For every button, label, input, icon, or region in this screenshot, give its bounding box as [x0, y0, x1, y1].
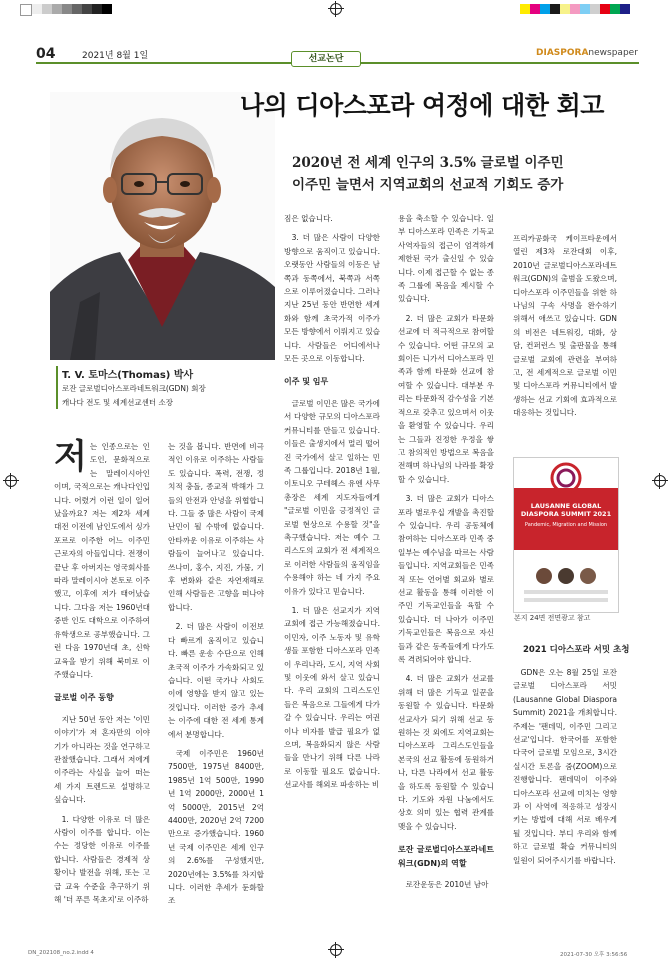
author-role: 로잔 글로벌디아스포라네트워크(GDN) 회장	[62, 384, 206, 393]
paragraph: 글로벌 이민은 많은 국가에서 다양한 규모의 디아스포라 커뮤니티를 만들고 있습니다. 이들은 출생지에서 멀리 떨어진 국가에서 살고 일하는 민족 그룹입니다. 2018년 1월, 이토니오 구테헤스 유엔 사무총장은 세계 지도자들에게 "글로벌 이민을 긍정적인 글로벌 현상으로 수용할 것"을 촉구했습니다. 저는 예수 그리스도의 교회가 전 세계적으로 이러한 사람들의 움직임을 수용해야 하는 네 가지 주요 이유가 있다고 믿습니다.	[284, 398, 380, 596]
section-heading: 2021 디아스포라 서밋 초청	[523, 645, 630, 655]
section-heading: 이주 및 임무	[284, 377, 329, 387]
paragraph: 로잔운동은 2010년 남아	[405, 880, 489, 890]
poster-line: DIASPORA SUMMIT 2021	[520, 510, 612, 518]
paragraph: 1. 더 많은 선교지가 지역교회에 접근 가능해졌습니다. 이민자, 이주 노동자 및 유학생들 포함한 디아스포라 민족이 우리나라, 도시, 지역 사회 및 이웃에 와서 살고 있습니다. 우리 교회의 그리스도인들은 복음으로 그들에게 다가갈 수 있습니다. 우리는 여권이나 비자를 발급 필요가 없으며, 복음화되지 않은 사람들을 만나기 위해 다른 나라로 이동할 필요도 없습니다. 선교사를 해외로 파송하는 비	[284, 605, 380, 790]
author-photo	[50, 92, 275, 360]
registration-mark	[5, 475, 17, 487]
color-bar-right	[520, 4, 630, 14]
section-heading: 글로벌 이주 동향	[54, 693, 114, 703]
registration-mark	[654, 475, 666, 487]
subtitle-line: 이주민 늘면서 지역교회의 선교적 기회도 증가	[292, 177, 564, 193]
poster-caption: 본지 24면 전면광고 참고	[514, 614, 591, 622]
section-heading: 로잔 글로벌디아스포라네트워크(GDN)의 역할	[398, 845, 494, 868]
logo-prefix: DIASPORA	[536, 48, 589, 58]
body-column-2	[168, 440, 264, 920]
footer-stamp: 2021-07-30 오후 3:56:56	[560, 952, 628, 958]
article-title: 나의 디아스포라 여정에 대한 회고	[240, 91, 604, 120]
section-label: 선교논단	[291, 51, 361, 67]
paragraph: GDN은 오는 8월 25일 로잔 글로벌 디아스포라 서밋(Lausanne Global Diaspora Summit) 2021을 개최합니다. 주제는 '팬데믹, 이주민 그리고 선교'입니다. 한국어를 포함한 다국어 글로벌 모임으로, 3시간 실시간 토론을 줌(ZOOM)으로 진행합니다. 팬데믹이 이주와 디아스포라 선교에 미치는 영향과 이 사역에 적응하고 성장시키는 방법에 대해 서로 배우게 될 것입니다. 부디 우리와 함께하고 글로벌 확습 커뮤니티의 일원이 되어주시기를 바랍니다.	[513, 668, 617, 865]
paragraph: 1. 다양한 이유로 더 많은 사람이 이주를 합니다. 이는 수는 정당한 이유로 이주를 합니다. 사람들은 경제적 상황이나 발전을 위해, 또는 고급 교육 수준을 추구하기 위해 '더 푸른 목초지'로 이주하	[54, 814, 150, 904]
issue-date: 2021년 8월 1일	[82, 51, 149, 61]
paragraph: 용을 축소할 수 있습니다. 일부 디아스포라 민족은 기독교 사역자들의 접근이 엄격하게 제한된 국가 출신일 수 있습니다. 이제 접근할 수 없는 종족 그룹에 복음을 제시할 수 있습니다.	[398, 214, 494, 304]
summit-poster	[513, 457, 619, 613]
poster-theme: Pandemic, Migration and Mission	[524, 522, 608, 528]
body-column-4	[398, 212, 494, 922]
footer-file: DN_202108_no.2.indd 4	[28, 950, 94, 956]
registration-mark	[330, 3, 342, 15]
author-role: 캐나다 전도 및 세계선교센터 소장	[62, 398, 173, 407]
poster-title	[514, 502, 618, 528]
paragraph: 3. 더 많은 교회가 디아스포라 별로우십 개발을 촉진할 수 있습니다. 우리 공동체에 참여하는 디아스포라 민족 중 일부는 예수님을 따르는 사람들입니다. 지역교회들은 민족적 또는 언어별 회교와 별로 선교 활동을 통해 이러한 이주민 기독교인들을 육할 수 있습니다. 더 나아가 이주민 기독교인들은 복음으로 자신들과 같은 동족들에게 다가도록 격려되어야 합니다.	[398, 494, 494, 664]
paragraph: 는 인종으로는 인도인, 문화적으로는 말레이시아인이며, 국적으로는 캐나다인입니다. 어렸거 이런 일이 일어났을까요? 저는 제2차 세계대전 이전에 남인도에서 싱가포르로 이주한 어느 이주민 근로자의 아들입니다. 전쟁이 끝난 후 아버지는 영국회사를 따라 말레이시아 본토로 이주했고, 이후에 저가 태어났습니다. 그다음 저는 1960년대 중반 인도 대학으로 이주하여 유학생으로 공부했습니다. 그런 다음 1970년대 초, 신학교육을 받기 위해 북미로 이주했습니다.	[54, 442, 150, 679]
body-column-3	[284, 212, 380, 922]
paragraph: 프리카공화국 케이프타운에서 열린 제3차 로잔대회 이후, 2010년 글로벌디아스포라네트워크(GDN)의 출범을 도왔으며, 디아스포라 이주민들을 위한 하나님의 구속 사명을 완수하기 위해서 애쓰고 있습니다. GDN의 비전은 네트워킹, 대화, 상담, 컨퍼런스 및 출판물을 통해 글로벌 교회에 관련을 부여하고, 전 세계적으로 글로벌 이민 및 디아스포라 커뮤니티에서 발생하는 선교 기회에 효과적으로 대응하는 것입니다.	[513, 234, 617, 418]
drop-cap: 저	[54, 437, 87, 477]
body-column-5b	[513, 666, 617, 916]
body-column-5	[513, 232, 617, 447]
author-name: T. V. 토마스(Thomas) 박사	[62, 370, 194, 381]
page-number: 04	[36, 46, 56, 62]
poster-line: LAUSANNE GLOBAL	[530, 502, 602, 510]
paragraph: 국제 이주민은 1960년 7500만, 1975년 8400만, 1985년 1억 500만, 1990년 1억 2000만, 2000년 1억 5000만, 2015년 2억 4400만, 2020년 2억 7200만으로 증가했습니다. 1960년 국제 이주민은 세계 인구의 2.6%를 구성했지만, 2020년에는 3.5%를 차지합니다. 이러한 추세가 둔화할 조	[168, 748, 264, 906]
paragraph: 3. 더 많은 사람이 다양한 방향으로 움직이고 있습니다. 오랫동안 사람들의 이동은 남쪽과 동쪽에서, 북쪽과 서쪽으로 이루어졌습니다. 그러나 지난 25년 동안 반면한 세계화와 함께 초국가적 이주가 모든 방향에서 이뤄지고 있습니다. 사람들은 어디에서나 모든 곳으로 이동합니다.	[284, 233, 380, 364]
author-caption	[56, 366, 267, 409]
paragraph: 2. 더 많은 교회가 타문화 선교에 더 적극적으로 참여할 수 있습니다. 어떤 규모의 교회이든 니가서 디아스포라 민족과 함께 타문화 선교에 참여할 수 있습니다. 대부분 우리는 타문화적 감수성을 기본적으로 갖추고 있으며서 이웃을 환영할 수 있습니다. 우리는 그들과 진정한 우정을 쌓고 참의적인 방법으로 복음을 전해며 하나님의 나라를 확장할 수 있습니다.	[398, 313, 494, 484]
newspaper-logo	[536, 48, 638, 58]
color-bar-left	[20, 4, 112, 14]
article-subtitle	[292, 152, 564, 196]
logo-suffix: newspaper	[588, 48, 638, 58]
paragraph: 는 것을 봅니다. 반면에 비극적인 이유로 이주하는 사람들도 있습니다. 폭력, 전쟁, 정치적 충돌, 종교적 박해가 그들의 안전과 안녕을 위협합니다. 그들 중 많은 사람이 국제 난민이 될 수밖에 없습니다. 안타까운 이유로 이주하는 사람들이 늘어나고 있습니다. 쓰나미, 홍수, 지진, 가뭄, 기후 변화와 같은 자연재해로 인해 사람들은 고향을 떠나야 합니다.	[168, 442, 264, 612]
paragraph: 4. 더 많은 교회가 선교를 위해 더 많은 기독교 일꾼을 동원할 수 있습니다. 타문화 선교사가 되기 위해 선교 동원하는 것 외에도 지역교회는 디아스포라 그리스도인들을 본국의 선교 활동에 동원하거나, 다른 나라에서 선교 활동을 하도록 동원할 수 있습니다. 기도와 자원 나눔에서도 상호 의미 있는 협력 관계를 맺을 수 있습니다.	[398, 674, 494, 831]
body-column-1	[54, 437, 150, 920]
paragraph: 지난 50년 동안 저는 '이민 이야기'가 저 혼자만의 이야기가 아니라는 것을 연구하고 관찰했습니다. 그래서 저에게 이주라는 사실을 늘어 떠는 세 가지 트렌드로 설명하고 싶습니다.	[54, 714, 150, 805]
paragraph: 짐은 없습니다.	[284, 214, 333, 223]
subtitle-line: 2020년 전 세계 인구의 3.5% 글로벌 이주민	[292, 155, 564, 171]
registration-mark	[330, 944, 342, 956]
paragraph: 2. 더 많은 사람이 이전보다 빠르게 움직이고 있습니다. 빠른 운송 수단으로 인해 초국적 이주가 가속화되고 있습니다. 이떤 국가나 사회도 이에 영향을 받지 않고 있는 것입니다. 이러한 증가 추세는 이주에 대한 전 세계 통계에서 분명합니다.	[168, 622, 264, 739]
